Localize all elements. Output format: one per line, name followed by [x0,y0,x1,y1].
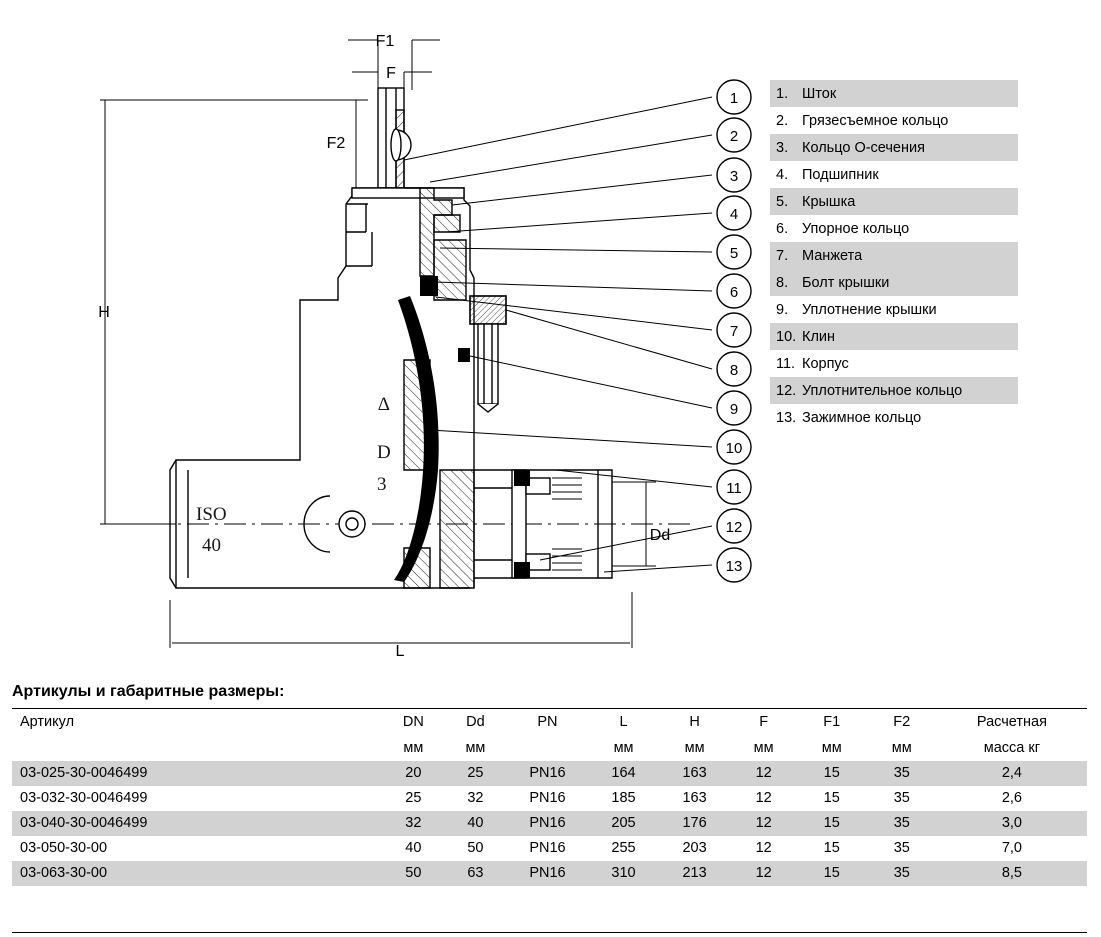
callout-number-5: 5 [729,245,739,262]
legend-number: 6. [776,220,789,237]
dimensions-table-section [12,683,1090,933]
cell-l: 164 [589,761,659,786]
legend-number: 4. [776,166,789,183]
legend-item-6 [770,215,1018,242]
cell-l: 255 [611,840,636,856]
legend-number: 8. [776,274,789,291]
cell-dn: 40 [405,840,422,856]
header-h: H [689,713,700,730]
mark-logo: ∆ [378,394,390,415]
legend-item-8 [770,269,1018,296]
callout-number-9: 9 [729,401,739,418]
cell-f2: 35 [893,790,910,806]
cell-dn: 20 [382,761,444,786]
cell-dn: 32 [382,811,444,836]
table-header-row [12,709,1087,735]
cell-f: 12 [755,840,772,856]
cell-f1: 15 [823,790,840,806]
legend-number: 1. [776,85,789,102]
header-f: F [759,713,769,730]
cell-pn: PN16 [506,761,588,786]
dim-label-f: F [386,65,396,82]
legend-number: 11. [776,355,796,372]
unit-dn: мм [403,739,424,756]
cell-l: 310 [589,861,659,886]
mark-iso: ISO [196,504,227,525]
cell-pn: PN16 [529,840,566,856]
legend-label: Клин [802,328,836,345]
legend-label: Уплотнительное кольцо [802,382,963,399]
legend-item-1 [770,80,1018,107]
legend-item-13 [770,404,1018,431]
bonnet-bolt [470,296,506,412]
legend-item-3 [770,134,1018,161]
callout-number-10: 10 [725,440,743,457]
cell-f2: 35 [867,761,937,786]
header-pn: PN [537,713,558,730]
cell-mass: 3,0 [937,811,1087,836]
legend-number: 13. [776,409,797,426]
cell-dd: 40 [444,811,506,836]
cell-dn: 25 [405,790,422,806]
header-f1: F1 [823,713,841,730]
unit-f1: мм [821,739,842,756]
callout-number-13: 13 [725,558,743,575]
table-bottom-spacer [12,886,1087,933]
callout-number-8: 8 [729,362,739,379]
cell-dd: 25 [444,761,506,786]
cell-f: 12 [755,790,772,806]
header-article: Артикул [20,713,75,730]
table-row[interactable] [12,761,1087,786]
cell-f2: 35 [867,861,937,886]
cell-f2: 35 [893,840,910,856]
cell-f1: 15 [823,840,840,856]
cell-dd: 63 [444,861,506,886]
table-row[interactable] [12,836,1087,861]
legend-label: Болт крышки [802,274,890,291]
legend-item-10 [770,323,1018,350]
mark-40: 40 [202,535,221,556]
cell-h: 203 [682,840,707,856]
bonnet-group [300,188,474,362]
callout-number-7: 7 [729,323,739,340]
cell-mass: 7,0 [1001,840,1022,856]
cell-h: 163 [659,761,731,786]
cell-f: 12 [731,811,797,836]
cell-article: 03-050-30-00 [20,840,108,856]
dim-label-f2: F2 [326,135,346,152]
legend-number: 3. [776,139,789,156]
cell-f1: 15 [797,761,867,786]
legend-label: Грязесъемное кольцо [802,112,949,129]
legend-number: 10. [776,328,797,345]
legend-number: 2. [776,112,789,129]
legend-item-11 [770,350,1018,377]
table-title: Артикулы и габаритные размеры: [12,683,285,700]
cell-h: 213 [659,861,731,886]
mark-d: D [377,442,391,463]
legend-number: 12. [776,382,797,399]
dimensions-table [12,708,1087,933]
legend-item-9 [770,296,1018,323]
unit-h: мм [684,739,705,756]
legend-label: Манжета [802,247,863,264]
header-l: L [619,713,628,730]
cell-pn: PN16 [506,861,588,886]
callout-number-3: 3 [729,168,739,185]
header-mass: Расчетная [976,713,1047,730]
dim-label-f1: F1 [375,33,395,50]
unit-f2: мм [891,739,912,756]
legend-label: Корпус [802,355,849,372]
legend-number: 9. [776,301,789,318]
table-row[interactable] [12,861,1087,886]
unit-pn [506,735,588,761]
cell-f: 12 [731,861,797,886]
table-spacer-cell [12,886,1087,933]
cell-article: 03-063-30-00 [12,861,382,886]
legend-label: Упорное кольцо [802,220,910,237]
legend-number: 7. [776,247,789,264]
cell-h: 163 [682,790,707,806]
legend-item-4 [770,161,1018,188]
legend-label: Кольцо О-сечения [802,139,925,156]
legend-label: Шток [802,85,837,102]
legend-item-7 [770,242,1018,269]
table-row[interactable] [12,786,1087,811]
unit-mass: масса кг [983,739,1041,756]
legend-label: Уплотнение крышки [802,301,937,318]
callout-number-1: 1 [729,90,739,107]
cell-article: 03-032-30-0046499 [20,790,148,806]
legend-label: Крышка [802,193,856,210]
cell-dn: 50 [382,861,444,886]
cell-mass: 2,6 [1001,790,1022,806]
dim-label-h: H [98,304,110,321]
parts-legend [770,80,1018,431]
table-row[interactable] [12,811,1087,836]
callout-number-12: 12 [725,519,743,536]
mark-3: 3 [377,474,387,495]
cell-dd: 50 [467,840,484,856]
legend-item-2 [770,107,1018,134]
callout-number-4: 4 [729,206,739,223]
cell-f1: 15 [797,811,867,836]
cell-l: 205 [589,811,659,836]
header-dd: Dd [466,713,485,730]
cell-f2: 35 [867,811,937,836]
callout-number-2: 2 [729,128,739,145]
stem-group [378,88,411,188]
header-dn: DN [402,713,424,730]
cell-dd: 32 [467,790,484,806]
dim-label-dd: Dd [649,527,671,544]
unit-article [12,735,382,761]
unit-f: мм [753,739,774,756]
cell-mass: 2,4 [937,761,1087,786]
cell-pn: PN16 [506,811,588,836]
cell-l: 185 [611,790,636,806]
callout-number-6: 6 [729,284,739,301]
callout-number-11: 11 [726,480,742,497]
legend-label: Подшипник [802,166,879,183]
dim-label-l: L [395,643,405,660]
cell-mass: 8,5 [937,861,1087,886]
cell-pn: PN16 [529,790,566,806]
cell-article: 03-025-30-0046499 [12,761,382,786]
legend-number: 5. [776,193,789,210]
table-units-row [12,735,1087,761]
cell-h: 176 [659,811,731,836]
legend-label: Зажимное кольцо [802,409,922,426]
header-f2: F2 [893,713,911,730]
cell-article: 03-040-30-0046499 [12,811,382,836]
cell-f1: 15 [797,861,867,886]
unit-dd: мм [465,739,486,756]
legend-item-5 [770,188,1018,215]
legend-item-12 [770,377,1018,404]
cell-f: 12 [731,761,797,786]
unit-l: мм [613,739,634,756]
